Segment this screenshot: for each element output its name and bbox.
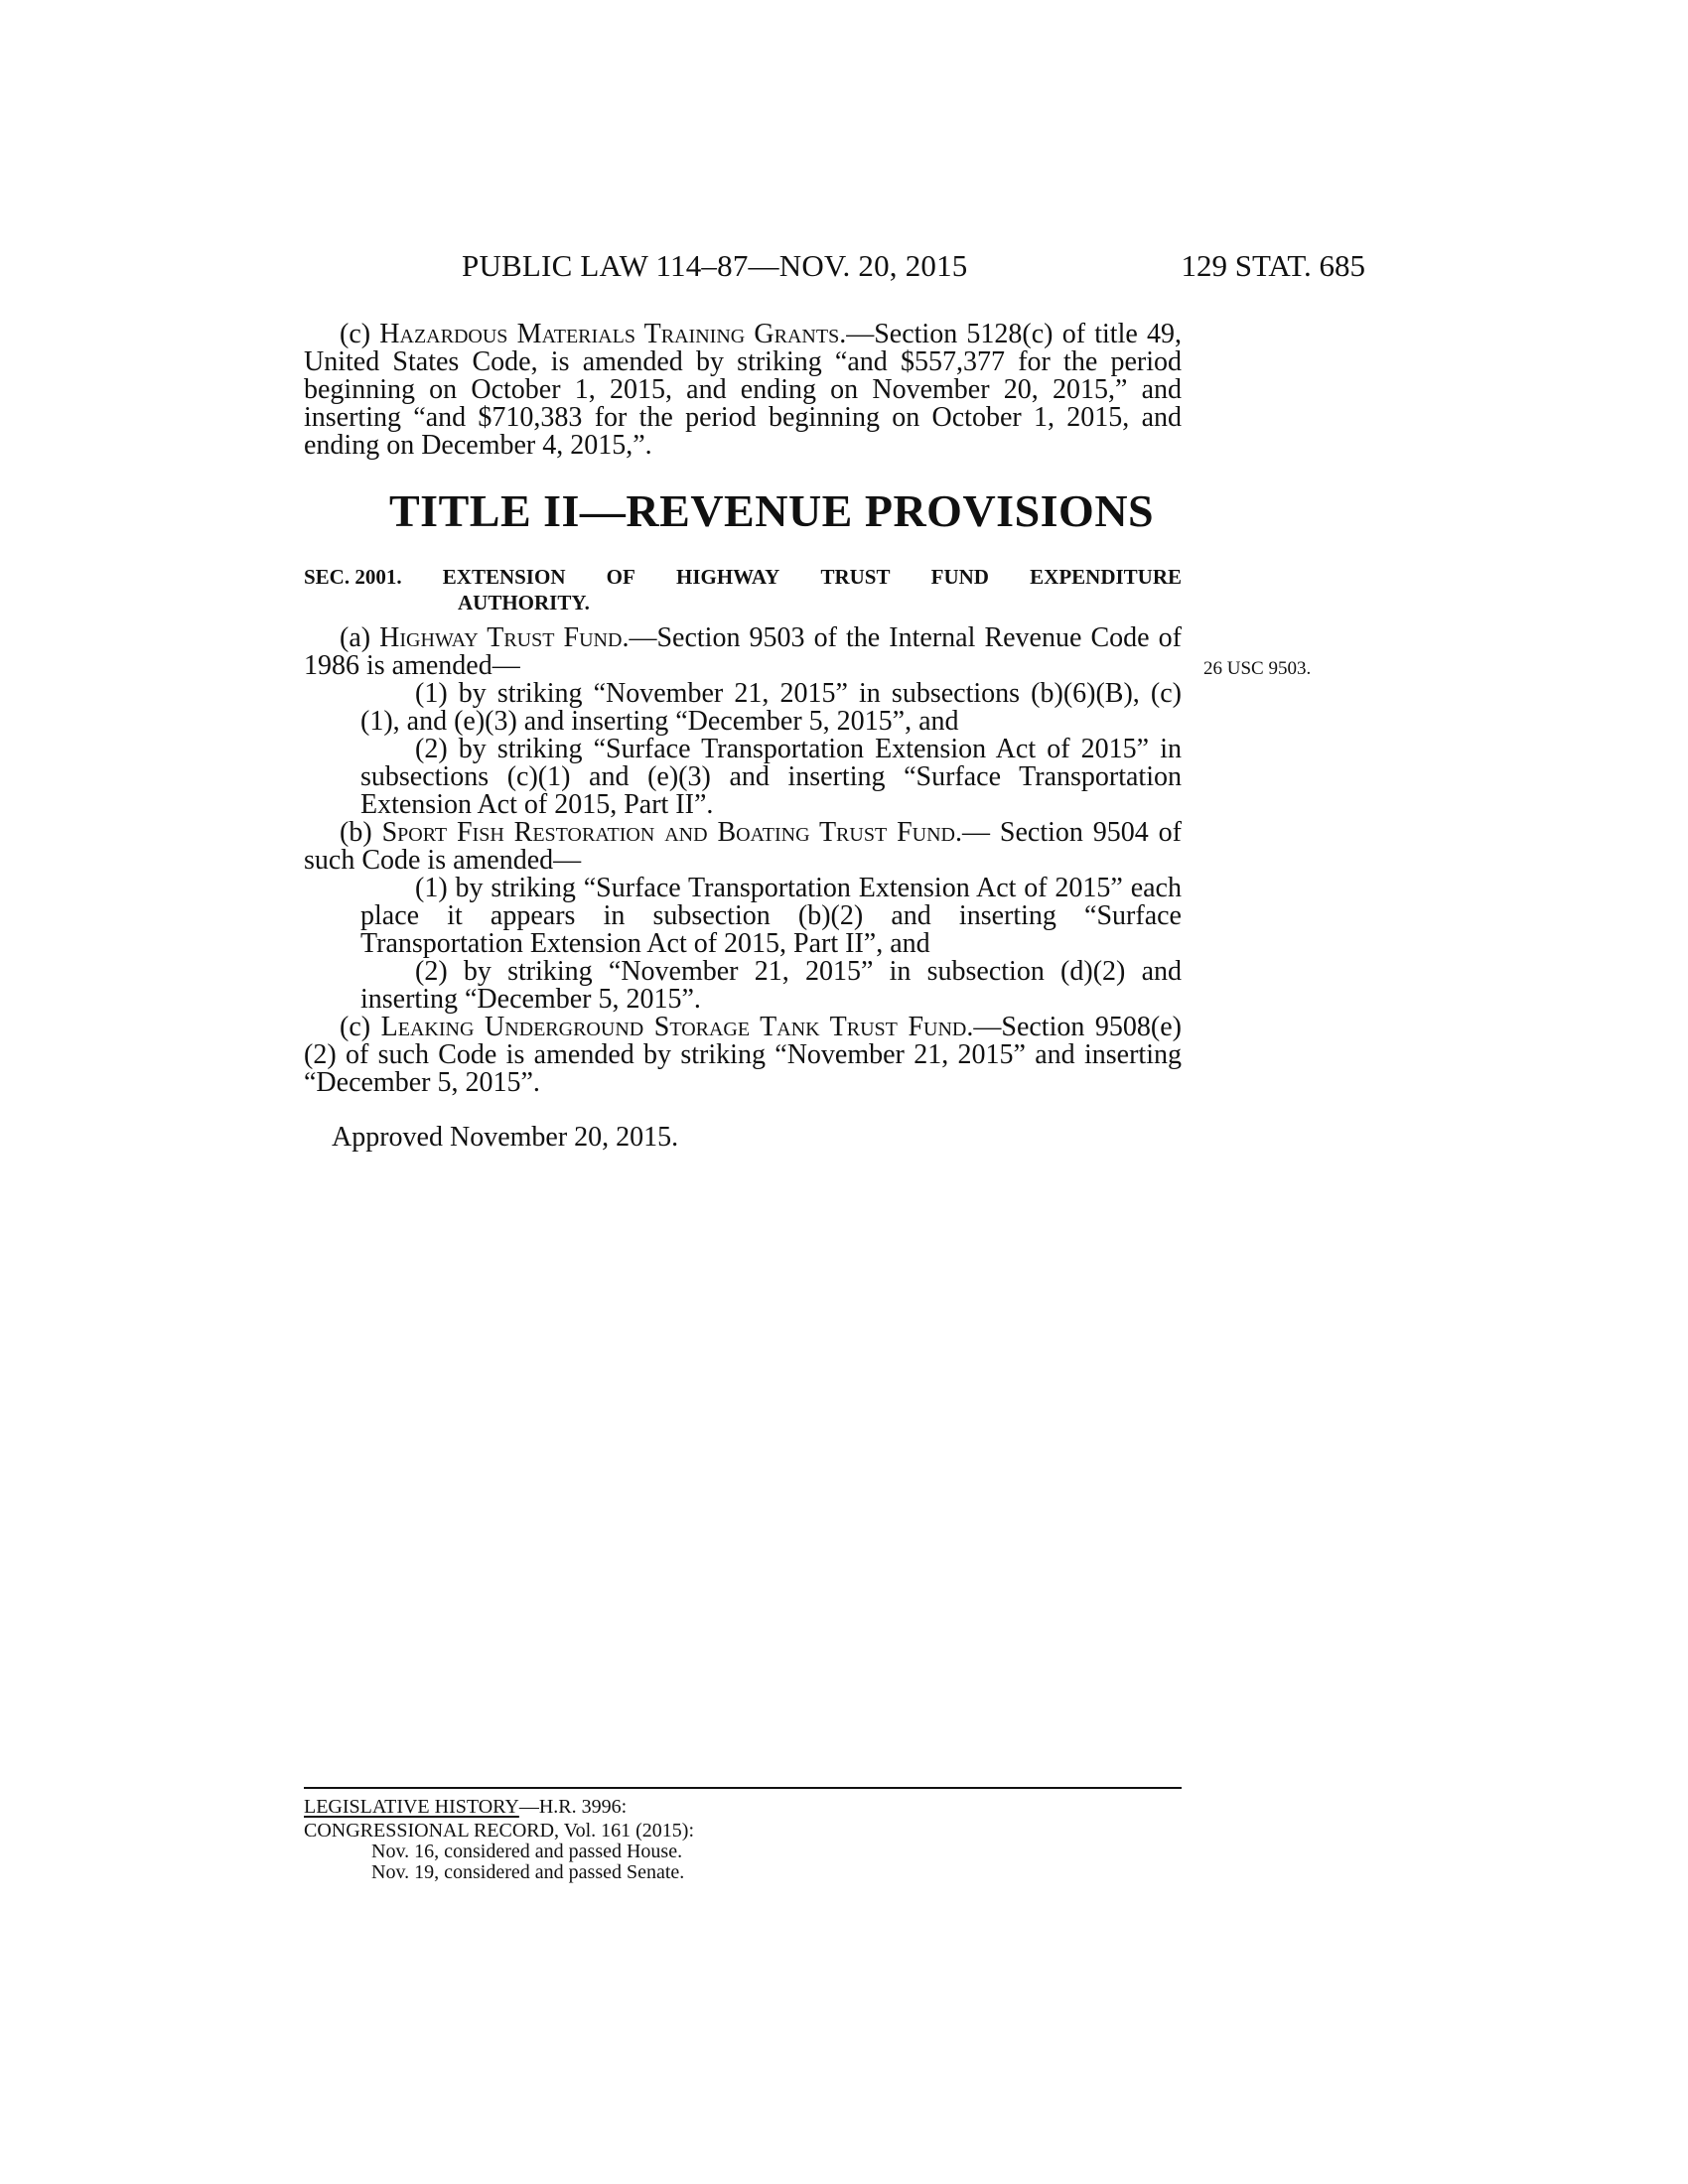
bill-number: —H.R. 3996: — [518, 1796, 628, 1818]
section-body — [304, 624, 1182, 1097]
footer-divider — [304, 1787, 1182, 1789]
section-heading-word: EXPENDITURE — [1030, 565, 1182, 589]
section-heading — [304, 564, 1182, 615]
subsection-text: .—Section 5128(c) of title 49, United States Code, is amended by striking “and $557,377 for the period beginning on October 1, 2015, and ending on November 20, 2015,” and inserting “and $710,383 for the period beginning on October 1, 2015, and ending on December 4, 2015,”. — [304, 319, 1183, 461]
section-heading-continuation: AUTHORITY. — [458, 591, 590, 614]
subsection-label: (c) — [340, 1012, 381, 1042]
legislative-action: Nov. 19, considered and passed Senate. — [371, 1861, 685, 1883]
subsection-a — [304, 624, 1182, 680]
subsection-heading: Leaking Underground Storage Tank Trust Fund — [380, 1012, 967, 1042]
subsection-c-leaking-tank — [304, 1014, 1182, 1097]
statute-page-number: 129 STAT. 685 — [1181, 248, 1365, 283]
subsection-label: (b) — [340, 817, 382, 848]
subsection-heading: Hazardous Materials Training Grants — [379, 319, 840, 349]
section-heading-word: TRUST — [820, 565, 891, 589]
subsection-heading: Highway Trust Fund — [379, 622, 623, 653]
legislative-history-title: LEGISLATIVE HISTORY — [304, 1796, 519, 1818]
paragraph-item: (1) by striking “November 21, 2015” in subsections (b)(6)(B), (c)(1), and (e)(3) and inserting “December 5, 2015”, and — [360, 678, 1182, 737]
title-heading: TITLE II—REVENUE PROVISIONS — [389, 485, 1155, 536]
paragraph — [304, 321, 1182, 460]
subsection-label: (c) — [340, 319, 380, 349]
subsection-heading: Sport Fish Restoration and Boating Trust Fund — [381, 817, 955, 848]
legislative-history-heading — [304, 1797, 694, 1818]
subsection-text: .—Section 9503 of the Internal Revenue Code of 1986 is amended— — [304, 622, 1183, 681]
subsection-text: .— Section 9504 of such Code is amended— — [304, 817, 1183, 876]
approval-line: Approved November 20, 2015. — [332, 1122, 679, 1153]
legislative-action: Nov. 16, considered and passed House. — [371, 1841, 683, 1862]
subsection-c-hazardous-materials — [304, 321, 1182, 460]
congressional-record: CONGRESSIONAL RECORD, Vol. 161 (2015): — [304, 1820, 694, 1842]
section-number: SEC. 2001. — [304, 565, 402, 589]
paragraph-item: (2) by striking “Surface Transportation Extension Act of 2015” in subsections (c)(1) and (e)(3) and inserting “Surface Transportation Extension Act of 2015, Part II”. — [360, 734, 1182, 820]
paragraph-item: (2) by striking “November 21, 2015” in subsection (d)(2) and inserting “December 5, 2015”. — [360, 956, 1182, 1015]
subsection-b — [304, 819, 1182, 875]
legislative-history — [304, 1797, 694, 1883]
running-head: PUBLIC LAW 114–87—NOV. 20, 2015 — [462, 248, 968, 283]
section-heading-word: OF — [606, 565, 635, 589]
paragraph-item: (1) by striking “Surface Transportation Extension Act of 2015” each place it appears in subsection (b)(2) and inserting “Surface Transportation Extension Act of 2015, Part II”, and — [360, 873, 1182, 959]
subsection-text: .—Section 9508(e)(2) of such Code is amended by striking “November 21, 2015” and inserting “December 5, 2015”. — [304, 1012, 1183, 1098]
margin-note: 26 USC 9503. — [1203, 658, 1312, 679]
subsection-label: (a) — [340, 622, 380, 653]
section-heading-word: HIGHWAY — [676, 565, 780, 589]
section-heading-line — [304, 564, 1182, 590]
section-heading-word: FUND — [930, 565, 989, 589]
section-heading-word: EXTENSION — [442, 565, 566, 589]
